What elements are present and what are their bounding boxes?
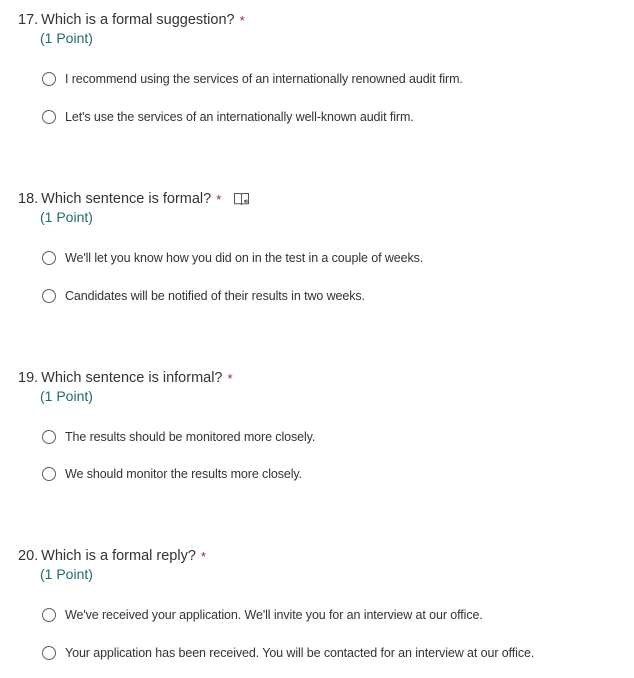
option-label: We'll let you know how you did on in the test in a couple of weeks. [65,251,424,265]
option-label: We should monitor the results more closely. [65,467,303,481]
question-text: Which sentence is informal? [41,370,223,386]
option-label: We've received your application. We'll invite you for an interview at our office. [65,608,483,622]
immersive-reader-icon[interactable] [233,191,251,207]
question-title [18,189,251,209]
required-asterisk: * [227,370,233,386]
radio-button[interactable] [42,251,56,265]
radio-button[interactable] [42,110,56,124]
option-label: The results should be monitored more closely. [65,430,316,444]
question-text: Which is a formal reply? [41,548,196,564]
option-label: Let's use the services of an internationally well-known audit firm. [65,110,414,124]
option-17-a[interactable] [42,70,463,88]
option-19-b[interactable] [42,465,302,483]
required-asterisk: * [239,12,245,28]
question-text: Which sentence is formal? [41,191,212,207]
option-20-b[interactable] [42,644,534,662]
question-number: 19. [18,370,39,386]
option-19-a[interactable] [42,428,315,446]
option-18-a[interactable] [42,249,423,267]
question-points: (1 Point) [40,566,93,582]
option-label: Candidates will be notified of their results in two weeks. [65,289,365,303]
radio-button[interactable] [42,467,56,481]
question-points: (1 Point) [40,30,93,46]
radio-button[interactable] [42,430,56,444]
question-points: (1 Point) [40,388,93,404]
option-20-a[interactable] [42,606,483,624]
radio-button[interactable] [42,646,56,660]
radio-button[interactable] [42,608,56,622]
option-label: I recommend using the services of an internationally renowned audit firm. [65,72,463,86]
question-title [18,368,233,388]
option-18-b[interactable] [42,287,365,305]
radio-button[interactable] [42,72,56,86]
required-asterisk: * [200,548,206,564]
option-17-b[interactable] [42,108,414,126]
question-title [18,10,245,30]
option-label: Your application has been received. You will be contacted for an interview at our office. [65,646,535,660]
question-number: 20. [18,548,39,564]
question-text: Which is a formal suggestion? [41,12,235,28]
question-title [18,546,206,566]
question-points: (1 Point) [40,209,93,225]
question-number: 17. [18,12,39,28]
radio-button[interactable] [42,289,56,303]
book-speaker-icon [233,191,251,207]
question-number: 18. [18,191,39,207]
required-asterisk: * [216,191,222,207]
